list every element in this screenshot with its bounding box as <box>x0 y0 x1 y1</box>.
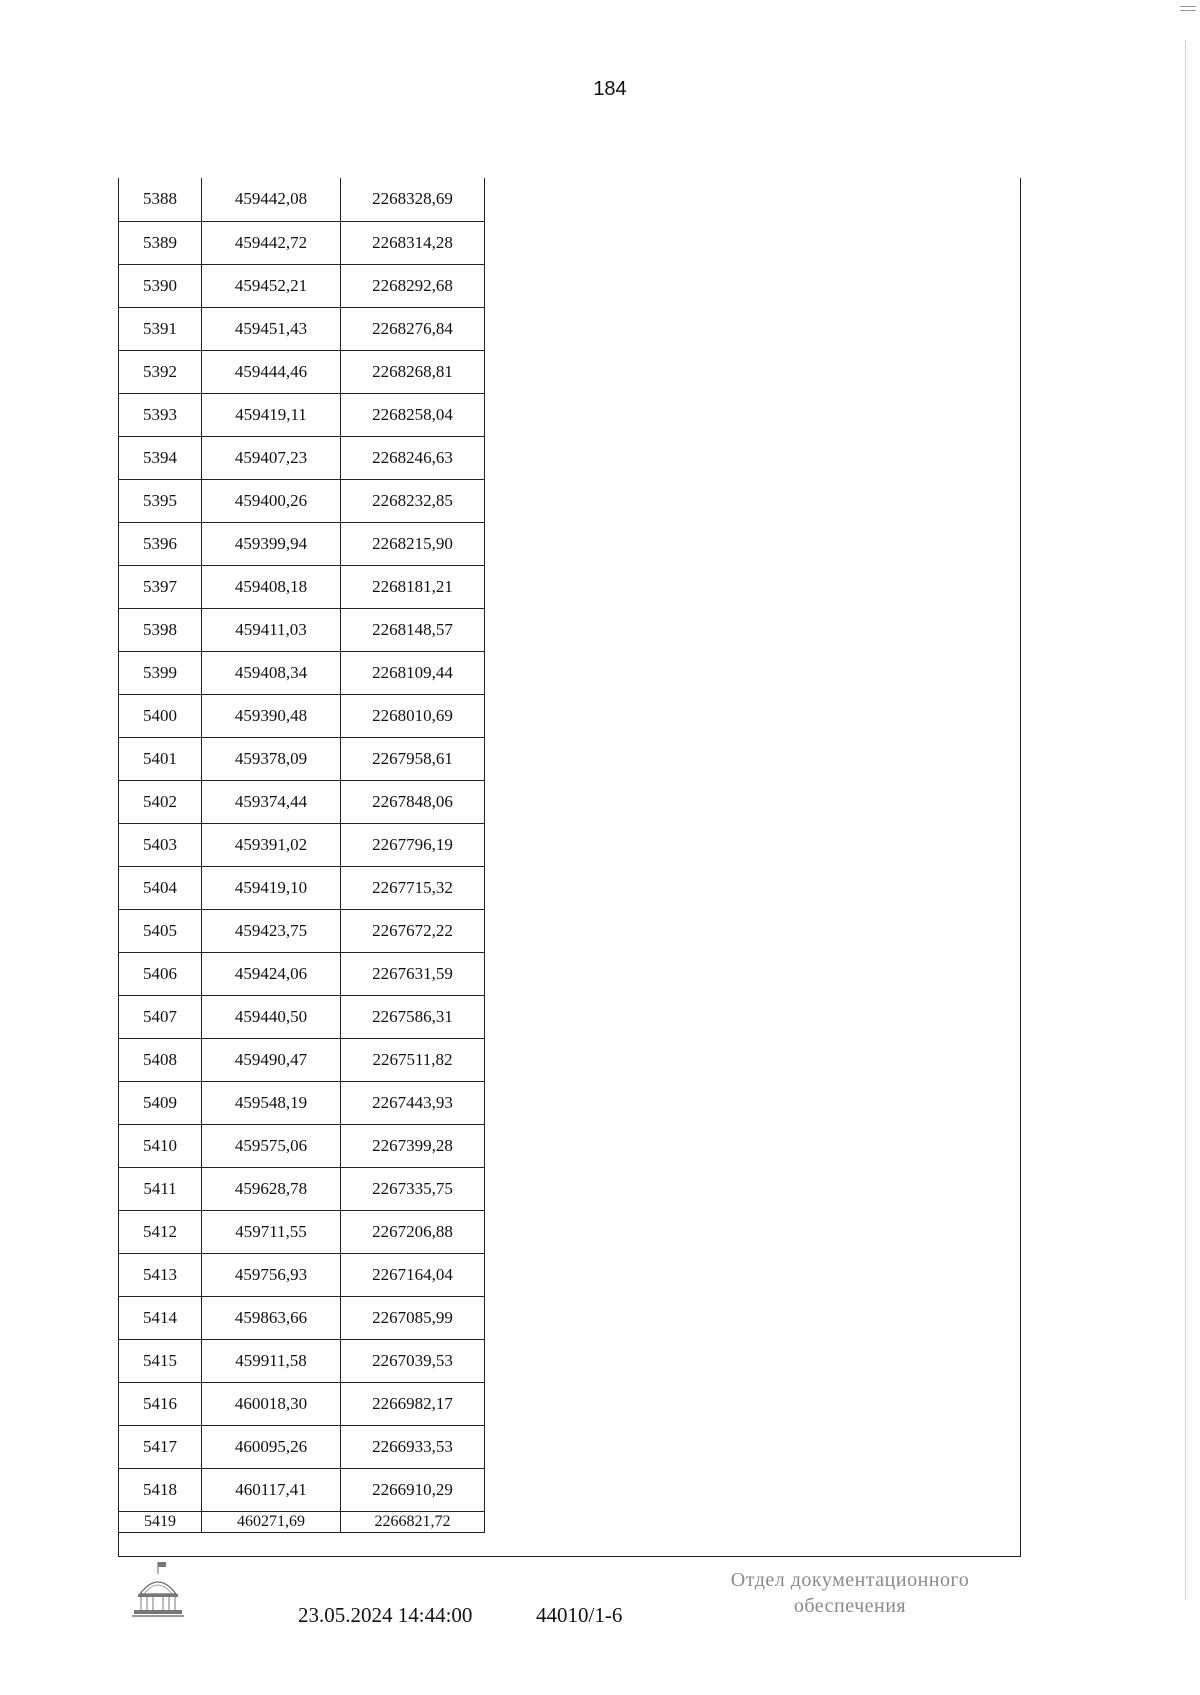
y-coordinate-cell: 2266933,53 <box>341 1425 485 1468</box>
y-coordinate-cell: 2267511,82 <box>341 1038 485 1081</box>
table-row <box>119 264 485 307</box>
table-row <box>119 1210 485 1253</box>
point-number-cell: 5414 <box>119 1296 202 1339</box>
y-coordinate-cell: 2268148,57 <box>341 608 485 651</box>
y-coordinate-cell: 2267848,06 <box>341 780 485 823</box>
table-row <box>119 1124 485 1167</box>
point-number-cell: 5410 <box>119 1124 202 1167</box>
point-number-cell: 5409 <box>119 1081 202 1124</box>
x-coordinate-cell: 459408,34 <box>202 651 341 694</box>
x-coordinate-cell: 460271,69 <box>202 1511 341 1532</box>
x-coordinate-cell: 460117,41 <box>202 1468 341 1511</box>
x-coordinate-cell: 459490,47 <box>202 1038 341 1081</box>
y-coordinate-cell: 2268258,04 <box>341 393 485 436</box>
table-row <box>119 823 485 866</box>
point-number-cell: 5399 <box>119 651 202 694</box>
table-row <box>119 1468 485 1511</box>
x-coordinate-cell: 460095,26 <box>202 1425 341 1468</box>
point-number-cell: 5405 <box>119 909 202 952</box>
point-number-cell: 5408 <box>119 1038 202 1081</box>
x-coordinate-cell: 459911,58 <box>202 1339 341 1382</box>
x-coordinate-cell: 459444,46 <box>202 350 341 393</box>
y-coordinate-cell: 2267335,75 <box>341 1167 485 1210</box>
x-coordinate-cell: 459399,94 <box>202 522 341 565</box>
corner-mark <box>1180 6 1196 11</box>
table-row <box>119 393 485 436</box>
x-coordinate-cell: 459440,50 <box>202 995 341 1038</box>
y-coordinate-cell: 2267586,31 <box>341 995 485 1038</box>
y-coordinate-cell: 2267796,19 <box>341 823 485 866</box>
x-coordinate-cell: 459419,10 <box>202 866 341 909</box>
x-coordinate-cell: 459390,48 <box>202 694 341 737</box>
point-number-cell: 5388 <box>119 178 202 221</box>
table-row <box>119 1296 485 1339</box>
point-number-cell: 5393 <box>119 393 202 436</box>
department-stamp <box>700 1567 1000 1619</box>
table-row <box>119 479 485 522</box>
x-coordinate-cell: 459411,03 <box>202 608 341 651</box>
point-number-cell: 5392 <box>119 350 202 393</box>
table-row <box>119 1511 485 1532</box>
point-number-cell: 5394 <box>119 436 202 479</box>
y-coordinate-cell: 2267715,32 <box>341 866 485 909</box>
point-number-cell: 5418 <box>119 1468 202 1511</box>
point-number-cell: 5415 <box>119 1339 202 1382</box>
x-coordinate-cell: 459407,23 <box>202 436 341 479</box>
scan-edge-mark <box>1185 40 1188 1600</box>
y-coordinate-cell: 2268328,69 <box>341 178 485 221</box>
table-row <box>119 909 485 952</box>
x-coordinate-cell: 459424,06 <box>202 952 341 995</box>
point-number-cell: 5411 <box>119 1167 202 1210</box>
y-coordinate-cell: 2268215,90 <box>341 522 485 565</box>
table-row <box>119 1253 485 1296</box>
point-number-cell: 5406 <box>119 952 202 995</box>
point-number-cell: 5417 <box>119 1425 202 1468</box>
x-coordinate-cell: 460018,30 <box>202 1382 341 1425</box>
point-number-cell: 5398 <box>119 608 202 651</box>
table-row <box>119 651 485 694</box>
x-coordinate-cell: 459756,93 <box>202 1253 341 1296</box>
point-number-cell: 5395 <box>119 479 202 522</box>
y-coordinate-cell: 2267958,61 <box>341 737 485 780</box>
x-coordinate-cell: 459374,44 <box>202 780 341 823</box>
x-coordinate-cell: 459628,78 <box>202 1167 341 1210</box>
y-coordinate-cell: 2267206,88 <box>341 1210 485 1253</box>
y-coordinate-cell: 2267039,53 <box>341 1339 485 1382</box>
point-number-cell: 5400 <box>119 694 202 737</box>
point-number-cell: 5390 <box>119 264 202 307</box>
y-coordinate-cell: 2268276,84 <box>341 307 485 350</box>
footer-document-code: 44010/1-6 <box>536 1603 623 1627</box>
page-number: 184 <box>593 78 627 100</box>
point-number-cell: 5402 <box>119 780 202 823</box>
table-row <box>119 350 485 393</box>
x-coordinate-cell: 459423,75 <box>202 909 341 952</box>
x-coordinate-cell: 459451,43 <box>202 307 341 350</box>
table-row <box>119 952 485 995</box>
table-row <box>119 995 485 1038</box>
point-number-cell: 5412 <box>119 1210 202 1253</box>
y-coordinate-cell: 2268268,81 <box>341 350 485 393</box>
point-number-cell: 5389 <box>119 221 202 264</box>
table-row <box>119 565 485 608</box>
table-row <box>119 1339 485 1382</box>
y-coordinate-cell: 2267399,28 <box>341 1124 485 1167</box>
x-coordinate-cell: 459548,19 <box>202 1081 341 1124</box>
table-row <box>119 737 485 780</box>
y-coordinate-cell: 2267085,99 <box>341 1296 485 1339</box>
x-coordinate-cell: 459452,21 <box>202 264 341 307</box>
coordinates-table-body <box>119 178 485 1532</box>
y-coordinate-cell: 2266821,72 <box>341 1511 485 1532</box>
y-coordinate-cell: 2266910,29 <box>341 1468 485 1511</box>
table-row <box>119 780 485 823</box>
duma-emblem-icon <box>128 1560 188 1620</box>
x-coordinate-cell: 459863,66 <box>202 1296 341 1339</box>
table-row <box>119 1167 485 1210</box>
table-row <box>119 221 485 264</box>
point-number-cell: 5391 <box>119 307 202 350</box>
x-coordinate-cell: 459378,09 <box>202 737 341 780</box>
y-coordinate-cell: 2268292,68 <box>341 264 485 307</box>
y-coordinate-cell: 2268010,69 <box>341 694 485 737</box>
point-number-cell: 5397 <box>119 565 202 608</box>
footer-date: 23.05.2024 14:44:00 <box>298 1603 473 1627</box>
point-number-cell: 5404 <box>119 866 202 909</box>
x-coordinate-cell: 459391,02 <box>202 823 341 866</box>
table-row <box>119 608 485 651</box>
y-coordinate-cell: 2267443,93 <box>341 1081 485 1124</box>
y-coordinate-cell: 2267631,59 <box>341 952 485 995</box>
table-row <box>119 1038 485 1081</box>
point-number-cell: 5419 <box>119 1511 202 1532</box>
table-row <box>119 866 485 909</box>
stamp-line-1: Отдел документационного <box>730 1569 970 1591</box>
x-coordinate-cell: 459442,72 <box>202 221 341 264</box>
table-row <box>119 1382 485 1425</box>
point-number-cell: 5401 <box>119 737 202 780</box>
table-row <box>119 436 485 479</box>
y-coordinate-cell: 2268314,28 <box>341 221 485 264</box>
table-row <box>119 307 485 350</box>
y-coordinate-cell: 2267164,04 <box>341 1253 485 1296</box>
point-number-cell: 5396 <box>119 522 202 565</box>
y-coordinate-cell: 2267672,22 <box>341 909 485 952</box>
table-row <box>119 178 485 221</box>
point-number-cell: 5407 <box>119 995 202 1038</box>
y-coordinate-cell: 2266982,17 <box>341 1382 485 1425</box>
x-coordinate-cell: 459575,06 <box>202 1124 341 1167</box>
point-number-cell: 5413 <box>119 1253 202 1296</box>
y-coordinate-cell: 2268181,21 <box>341 565 485 608</box>
y-coordinate-cell: 2268246,63 <box>341 436 485 479</box>
point-number-cell: 5403 <box>119 823 202 866</box>
y-coordinate-cell: 2268109,44 <box>341 651 485 694</box>
x-coordinate-cell: 459711,55 <box>202 1210 341 1253</box>
y-coordinate-cell: 2268232,85 <box>341 479 485 522</box>
table-row <box>119 694 485 737</box>
table-row <box>119 522 485 565</box>
x-coordinate-cell: 459408,18 <box>202 565 341 608</box>
table-row <box>119 1425 485 1468</box>
table-row <box>119 1081 485 1124</box>
x-coordinate-cell: 459419,11 <box>202 393 341 436</box>
stamp-line-2: обеспечения <box>793 1595 907 1617</box>
x-coordinate-cell: 459442,08 <box>202 178 341 221</box>
point-number-cell: 5416 <box>119 1382 202 1425</box>
x-coordinate-cell: 459400,26 <box>202 479 341 522</box>
coordinates-table <box>118 178 485 1533</box>
